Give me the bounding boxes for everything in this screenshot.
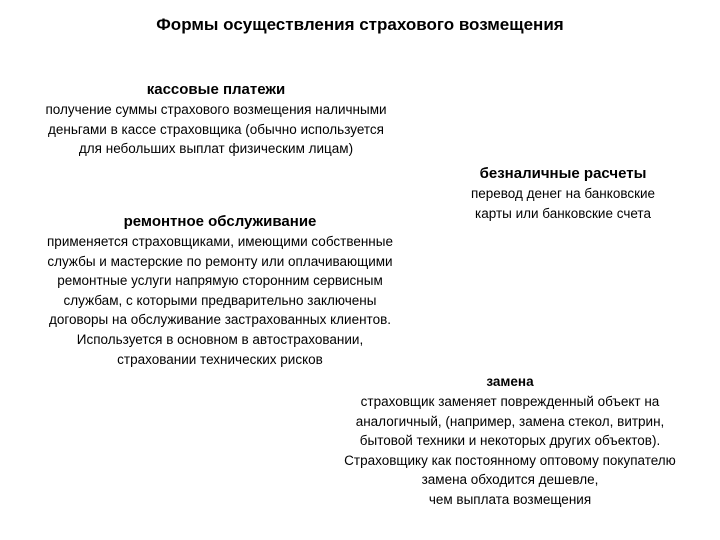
cash-payments-text-line: для небольших выплат физическим лицам) (78, 141, 354, 157)
replacement-text-line: страховщик заменяет поврежденный объект на (360, 394, 660, 409)
repair-service-text-line: службы и мастерские по ремонту или оплачивающими (47, 253, 393, 269)
repair-service-text-line: ремонтные услуги напрямую сторонним сервисным (57, 273, 383, 289)
cash-payments-text-line: получение суммы страхового возмещения наличными (45, 102, 387, 117)
repair-service-text-line: применяется страховщиками, имеющими собственные (47, 234, 393, 249)
noncash-payments-block (432, 164, 694, 223)
replacement-heading: замена (486, 374, 534, 389)
noncash-payments-heading: безналичные расчеты (479, 165, 647, 182)
cash-payments-heading: кассовые платежи (146, 81, 286, 98)
replacement-text-line: бытовой техники и некоторых других объектов). (359, 433, 661, 449)
replacement-text-line: аналогичный, (например, замена стекол, витрин, (355, 413, 665, 429)
repair-service-text-line: страховании технических рисков (117, 351, 323, 367)
replacement-block (290, 372, 720, 510)
repair-service-text-line: Используется в основном в автостраховании, (76, 331, 364, 347)
repair-service-block (0, 212, 440, 369)
noncash-payments-text-line: перевод денег на банковские (470, 186, 656, 201)
replacement-text-line: Страховщику как постоянному оптовому покупателю (344, 452, 676, 468)
repair-service-text-line: службам, с которыми предварительно заключены (63, 292, 377, 308)
replacement-text-line: замена обходится дешевле, (421, 472, 599, 488)
replacement-text-line: чем выплата возмещения (428, 491, 592, 507)
cash-payments-text-line: деньгами в кассе страховщика (обычно используется (47, 121, 384, 137)
page-title: Формы осуществления страхового возмещения (156, 15, 564, 34)
cash-payments-block (0, 80, 432, 159)
noncash-payments-text-line: карты или банковские счета (475, 205, 651, 221)
repair-service-heading: ремонтное обслуживание (123, 213, 317, 230)
repair-service-text-line: договоры на обслуживание застрахованных клиентов. (49, 312, 391, 328)
